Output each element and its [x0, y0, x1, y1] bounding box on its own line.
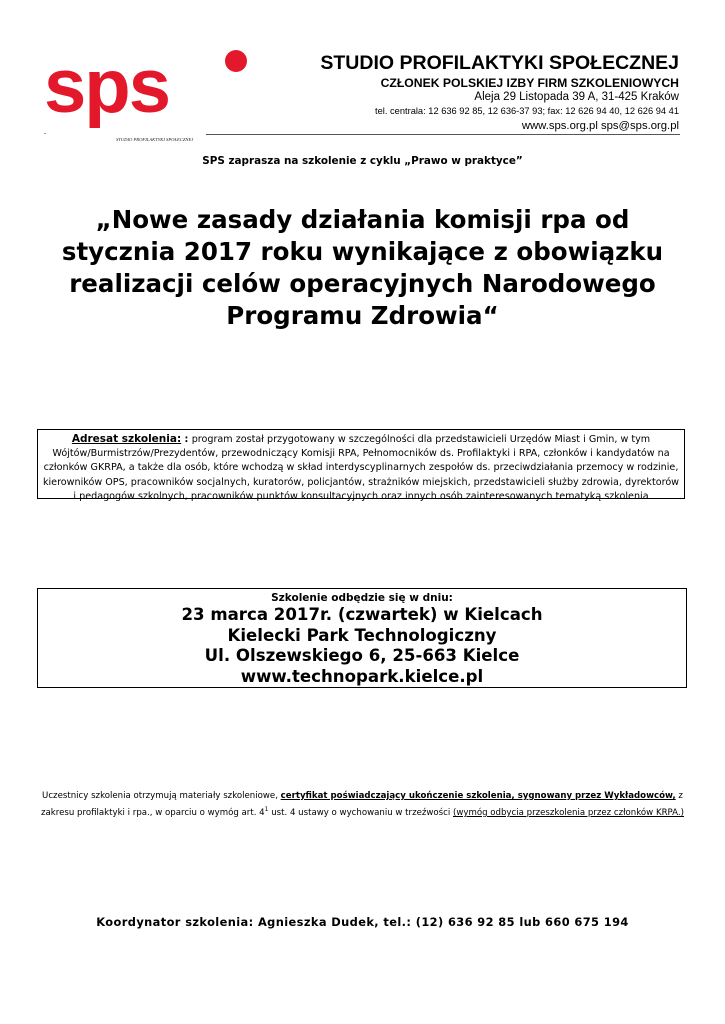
org-web-email: www.sps.org.pl sps@sps.org.pl	[521, 120, 679, 132]
training-title	[40, 204, 685, 332]
addressee-box	[37, 429, 685, 502]
title-line: realizacji celów operacyjnych Narodowego	[69, 269, 656, 298]
logo-text: sps	[44, 44, 169, 129]
org-phones: tel. centrala: 12 636 92 85, 12 636-37 93; fax: 12 626 94 40, 12 626 94 41	[375, 106, 679, 116]
event-url: www.technopark.kielce.pl	[240, 666, 484, 686]
coordinator-line: Koordynator szkolenia: Agnieszka Dudek, tel.: (12) 636 92 85 lub 660 675 194	[96, 915, 629, 929]
event-venue: Kielecki Park Technologiczny	[227, 625, 497, 645]
org-membership: CZŁONEK POLSKIEJ IZBY FIRM SZKOLENIOWYCH	[380, 76, 679, 90]
addressee-colon: :	[181, 434, 192, 445]
invite-line: SPS zaprasza na szkolenie z cyklu „Prawo w praktyce”	[202, 155, 523, 167]
org-address: Aleja 29 Listopada 39 A, 31-425 Kraków	[474, 91, 679, 103]
certificate-text: certyfikat poświadczający ukończenie szkolenia, sygnowany przez Wykładowców,	[280, 791, 676, 801]
event-details-box	[37, 588, 687, 688]
left-mark: -	[44, 130, 47, 137]
materials-part3: ust. 4 ustawy o wychowaniu w trzeźwości	[268, 807, 453, 818]
addressee-text: program został przygotowany w szczególności dla przedstawicieli Urzędów Miast i Gmin, w tym Wójtów/Burmistrzów/Prezydentów, przewodniczący Komisji RPA, Pełnomocników ds. Profilaktyki i RPA, członków i kandydatów na członków GKRPA, a także dla osób, które wchodzą w skład interdyscyplinarnych zespołów ds. przeciwdziałania przemocy w rodzinie, kierowników OPS, pracowników socjalnych, kuratorów, policjantów, strażników miejskich, przedstawicieli służby zdrowia, dyrektorów i pedagogów szkolnych, pracowników punktów konsultacyjnych oraz innych osób zainteresowanych tematyką szkolenia	[42, 434, 680, 502]
materials-note: (wymóg odbycia przeszkolenia przez członków KRPA.)	[452, 807, 684, 818]
logo-dot-icon	[225, 50, 247, 72]
materials-paragraph	[40, 790, 685, 820]
addressee-label: Adresat szkolenia:	[71, 433, 182, 445]
title-line: „Nowe zasady działania komisji rpa od	[95, 205, 630, 234]
materials-sup: 1	[264, 806, 269, 813]
event-lead: Szkolenie odbędzie się w dniu:	[271, 592, 453, 604]
header-divider	[206, 134, 680, 135]
title-line: stycznia 2017 roku wynikające z obowiązku	[61, 237, 664, 266]
title-line: Programu Zdrowia“	[226, 301, 499, 330]
org-title: STUDIO PROFILAKTYKI SPOŁECZNEJ	[320, 52, 679, 74]
materials-part1: Uczestnicy szkolenia otrzymują materiały szkoleniowe,	[42, 791, 281, 801]
logo-subtitle: STUDIO PROFILAKTYKI SPOŁECZNEJ	[116, 137, 194, 142]
event-street: Ul. Olszewskiego 6, 25-663 Kielce	[204, 646, 520, 665]
sps-logo	[44, 44, 214, 148]
event-date: 23 marca 2017r. (czwartek) w Kielcach	[181, 605, 543, 624]
materials-part2: z zakresu profilaktyki i rpa., w oparciu o wymóg art. 4	[40, 791, 683, 818]
